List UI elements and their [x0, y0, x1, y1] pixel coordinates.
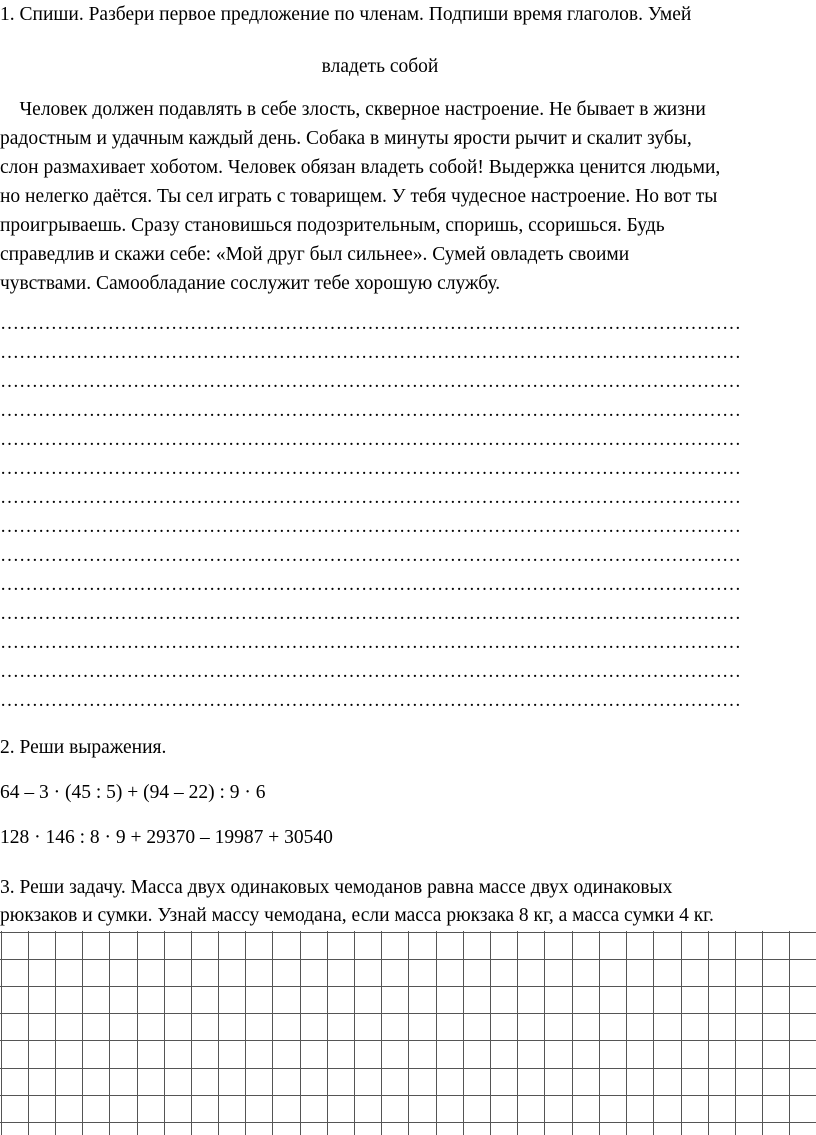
- answer-line[interactable]: ………………………………………………………………………………………………………: [0, 401, 741, 421]
- answer-line[interactable]: ………………………………………………………………………………………………………: [0, 517, 741, 537]
- task2-heading: 2. Реши выражения.: [0, 737, 167, 758]
- text-line: чувствами. Самообладание сослужит тебе хорошую службу.: [0, 273, 501, 294]
- answer-line[interactable]: ………………………………………………………………………………………………………: [0, 372, 741, 392]
- text-line: Человек должен подавлять в себе злость, скверное настроение. Не бывает в жизни: [0, 99, 706, 120]
- answer-line[interactable]: ………………………………………………………………………………………………………: [0, 604, 741, 624]
- grid-lines: [0, 931, 816, 1135]
- expression-1: 64 – 3 · (45 : 5) + (94 – 22) : 9 · 6: [0, 782, 266, 803]
- graph-paper-grid[interactable]: [0, 931, 816, 1135]
- text-line: но нелегко даётся. Ты сел играть с товарищем. У тебя чудесное настроение. Но вот ты: [0, 186, 718, 207]
- task1-heading: 1. Спиши. Разбери первое предложение по членам. Подпиши время глаголов. Умей: [0, 4, 692, 25]
- answer-line[interactable]: ………………………………………………………………………………………………………: [0, 575, 741, 595]
- text-line: радостным и удачным каждый день. Собака в минуты ярости рычит и скалит зубы,: [0, 128, 692, 149]
- text-line: слон размахивает хоботом. Человек обязан владеть собой! Выдержка ценится людьми,: [0, 157, 721, 178]
- answer-line[interactable]: ………………………………………………………………………………………………………: [0, 343, 741, 363]
- answer-line[interactable]: ………………………………………………………………………………………………………: [0, 546, 741, 566]
- task3-line-1: 3. Реши задачу. Масса двух одинаковых чемоданов равна массе двух одинаковых: [0, 877, 673, 898]
- expression-2: 128 · 146 : 8 · 9 + 29370 – 19987 + 30540: [0, 827, 333, 848]
- text-line: справедлив и скажи себе: «Мой друг был сильнее». Сумей овладеть своими: [0, 244, 630, 265]
- text-line: проигрываешь. Сразу становишься подозрительным, споришь, ссоришься. Будь: [0, 215, 665, 236]
- task1-title: владеть собой: [321, 56, 439, 77]
- answer-line[interactable]: ………………………………………………………………………………………………………: [0, 662, 741, 682]
- answer-line[interactable]: ………………………………………………………………………………………………………: [0, 430, 741, 450]
- answer-line[interactable]: ………………………………………………………………………………………………………: [0, 314, 741, 334]
- task3-line-2: рюкзаков и сумки. Узнай массу чемодана, если масса рюкзака 8 кг, а масса сумки 4 кг.: [0, 905, 714, 926]
- answer-line[interactable]: ………………………………………………………………………………………………………: [0, 459, 741, 479]
- answer-line[interactable]: ………………………………………………………………………………………………………: [0, 633, 741, 653]
- answer-line[interactable]: ………………………………………………………………………………………………………: [0, 691, 741, 711]
- answer-line[interactable]: ………………………………………………………………………………………………………: [0, 488, 741, 508]
